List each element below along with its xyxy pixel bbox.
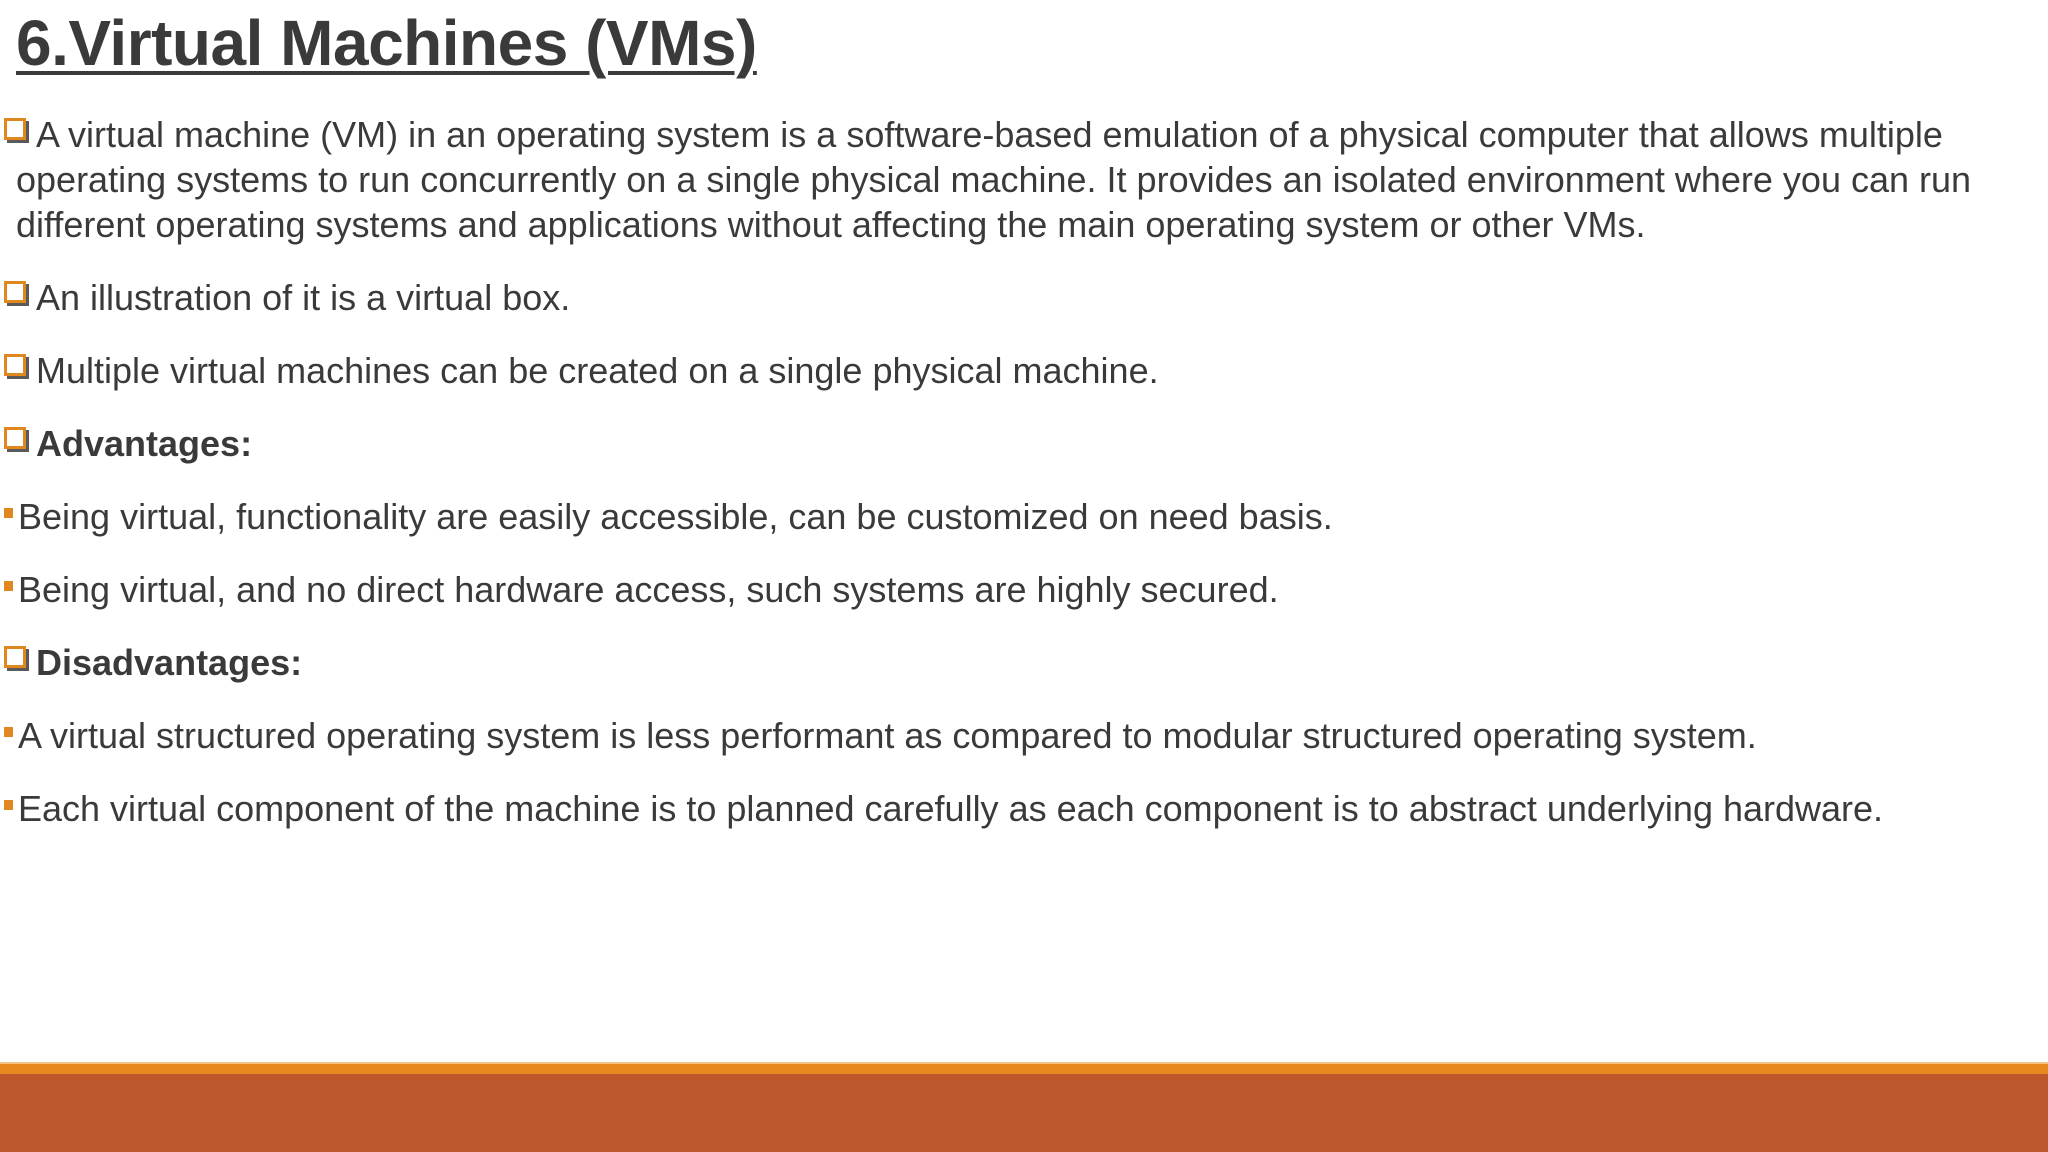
bullet-disadvantage-performance [0,713,2030,758]
square-bullet-icon [4,581,13,591]
bullet-text: A virtual machine (VM) in an operating system is a software-based emulation of a physical computer that allows multiple operating systems to run concurrently on a single physical machine. It provides an isolated environment where you can run different operating systems and applications without affecting the main operating system or other VMs. [16,114,1972,245]
square-bullet-icon [4,727,13,737]
checkbox-bullet-icon [4,354,26,376]
bullet-virtual-box [0,275,2030,320]
square-bullet-icon [4,508,13,518]
bullet-disadvantage-planning [0,786,2030,831]
square-bullet-icon [4,800,13,810]
bullet-multiple-vms [0,348,2030,393]
bullet-text: Being virtual, functionality are easily accessible, can be customized on need basis. [18,496,1333,537]
checkbox-bullet-icon [4,118,26,140]
slide-title: 6.Virtual Machines (VMs) [16,7,757,79]
bullet-text: Each virtual component of the machine is to planned carefully as each component is to abstract underlying hardware. [18,788,1884,829]
heading-text: Advantages: [36,423,253,464]
footer-band [0,1074,2048,1152]
bullet-advantage-secured [0,567,2030,612]
bullet-vm-definition [0,112,2030,247]
heading-text: Disadvantages: [36,642,303,683]
heading-disadvantages [0,640,2030,685]
bullet-text: Multiple virtual machines can be created on a single physical machine. [36,350,1159,391]
bullet-text: An illustration of it is a virtual box. [36,277,571,318]
bullet-text: A virtual structured operating system is less performant as compared to modular structured operating system. [18,715,1757,756]
bullet-advantage-accessible [0,494,2030,539]
footer-accent-stripe [0,1064,2048,1074]
slide-body [0,112,2030,831]
bullet-text: Being virtual, and no direct hardware access, such systems are highly secured. [18,569,1279,610]
heading-advantages [0,421,2030,466]
checkbox-bullet-icon [4,281,26,303]
checkbox-bullet-icon [4,427,26,449]
checkbox-bullet-icon [4,646,26,668]
